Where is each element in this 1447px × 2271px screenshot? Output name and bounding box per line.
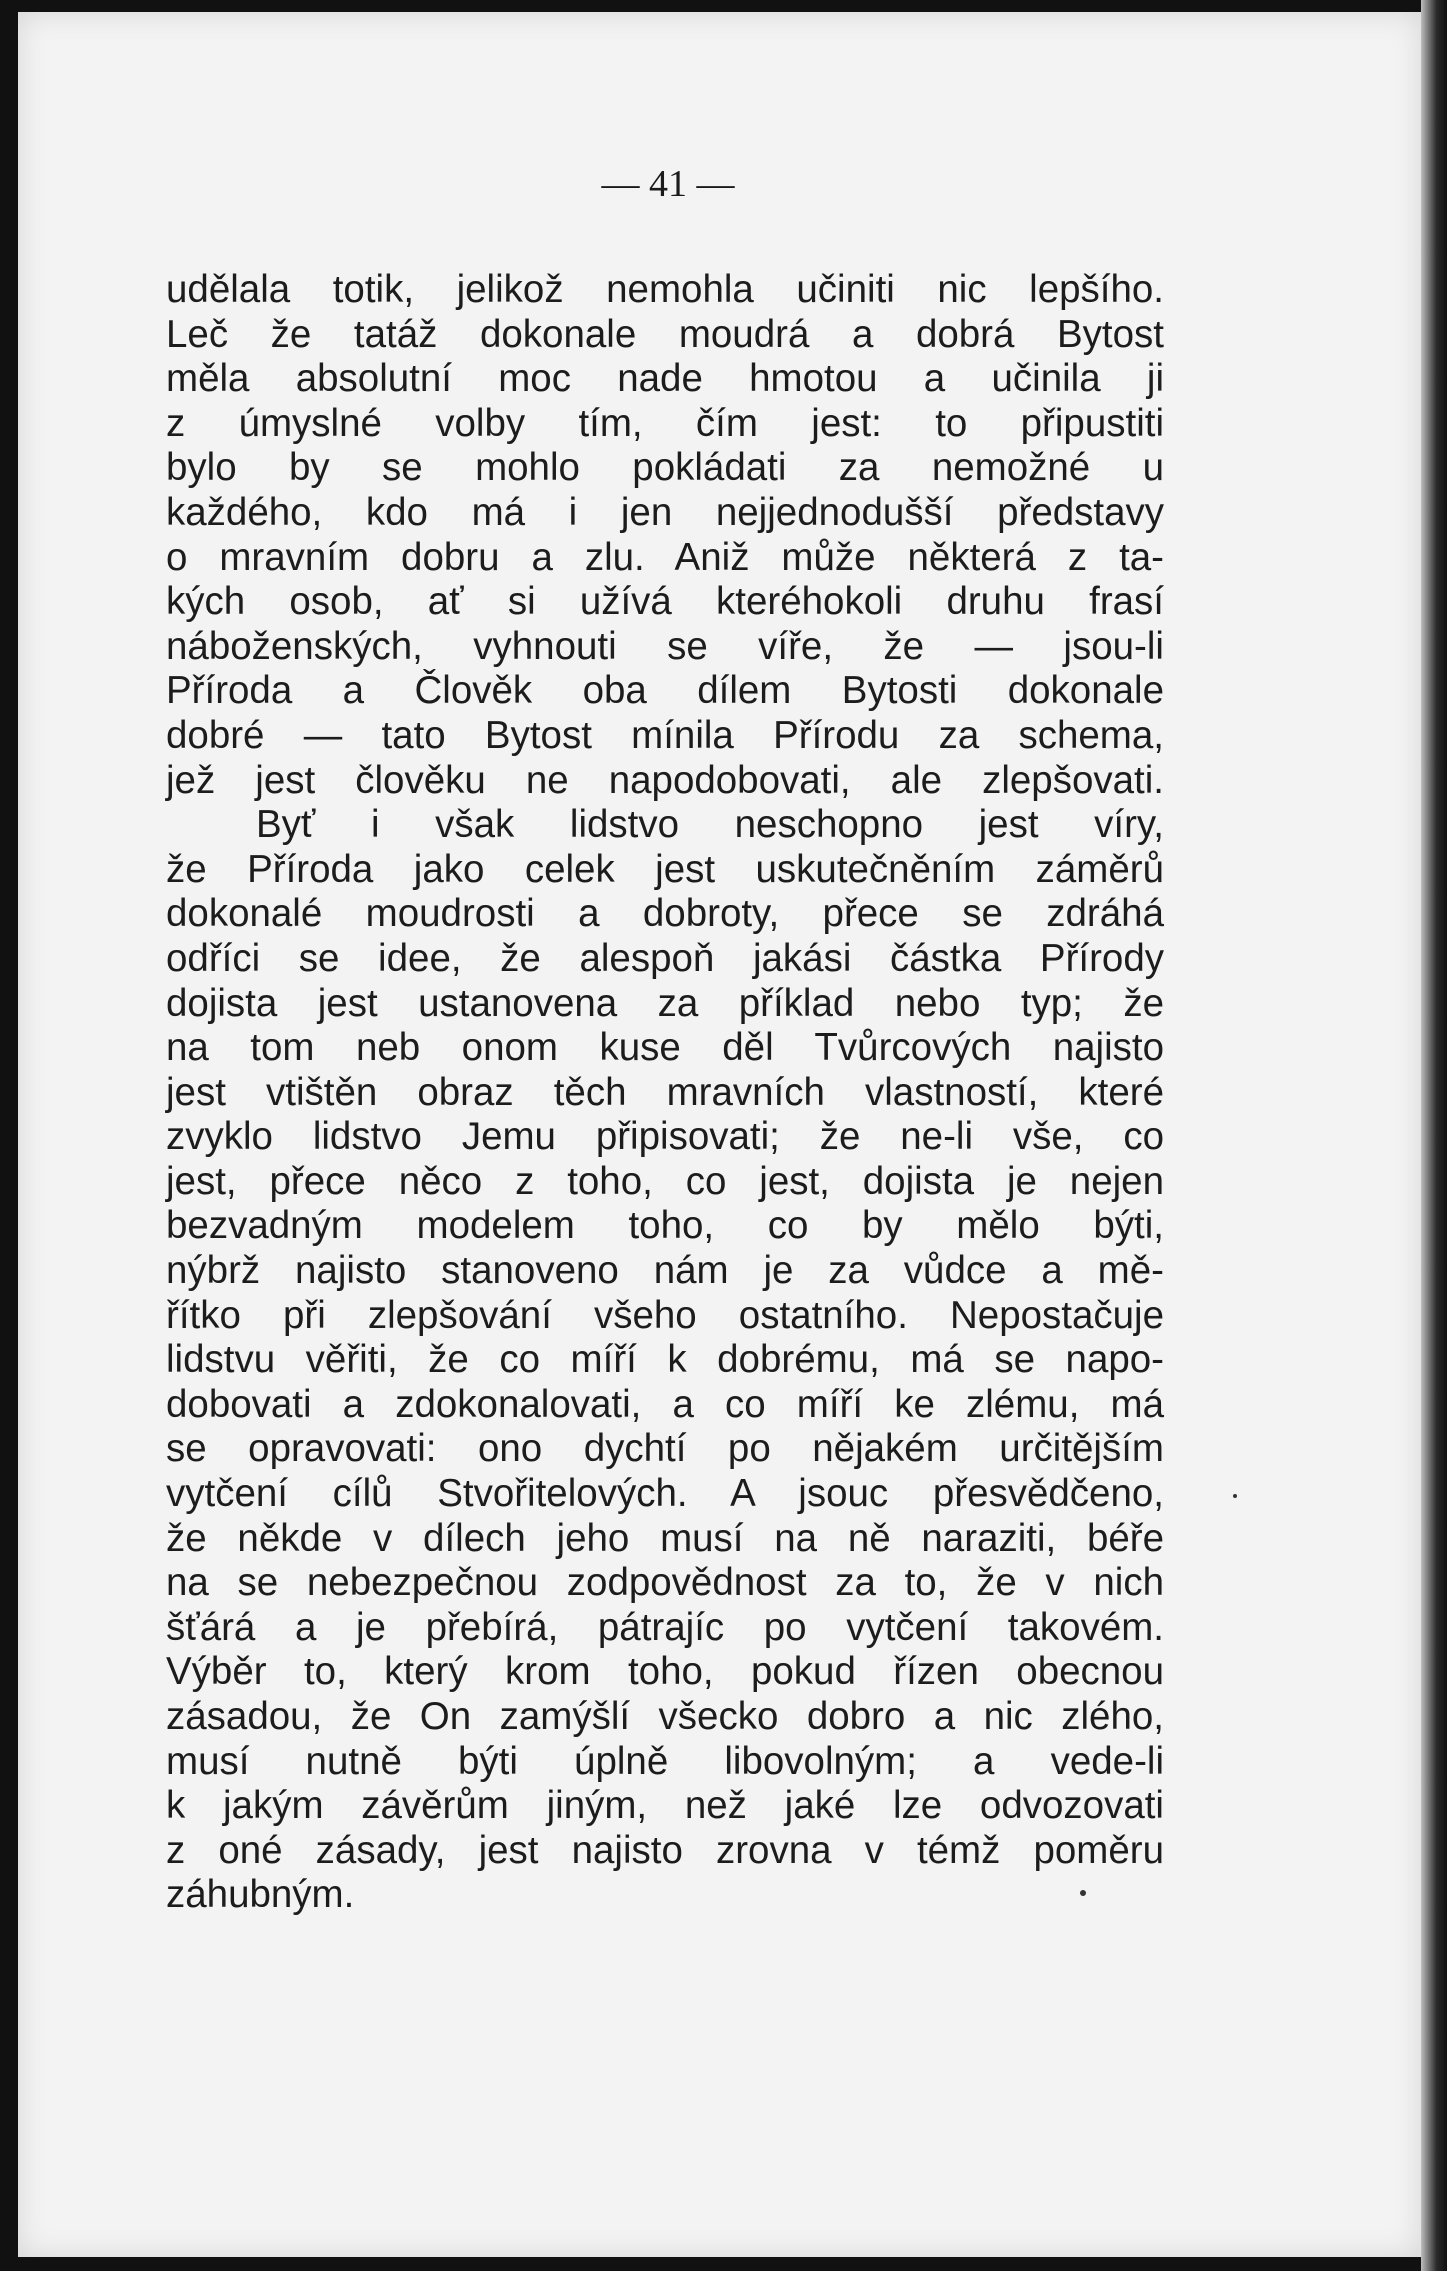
text-line: na tom neb onom kuse děl Tvůrcových najisto [166,1026,1164,1070]
text-line: jest vtištěn obraz těch mravních vlastností, které [166,1070,1164,1114]
text-line: zvyklo lidstvo Jemu připisovati; že ne-li vše, co [166,1115,1164,1159]
text-line: dobré — tato Bytost mínila Přírodu za schema, [166,713,1164,757]
text-line: nýbrž najisto stanoveno nám je za vůdce a mě- [166,1249,1164,1293]
text-line: zásadou, že On zamýšlí všecko dobro a nic zlého, [166,1695,1164,1738]
text-line: Leč že tatáž dokonale moudrá a dobrá Bytost [166,312,1164,356]
print-speck [1233,1494,1237,1498]
text-line: dokonalé moudrosti a dobroty, přece se zdráhá [166,892,1164,936]
text-line: jež jest člověku ne napodobovati, ale zlepšovati. [166,758,1164,802]
text-line: lidstvu věřiti, že co míří k dobrému, má se napo- [166,1338,1164,1382]
text-line: jest, přece něco z toho, co jest, dojista je nejen [166,1159,1164,1203]
text-line: odříci se idee, že alespoň jakási částka Přírody [166,936,1164,980]
text-line: bezvadným modelem toho, co by mělo býti, [166,1204,1164,1248]
print-speck [1080,1890,1086,1896]
text-line: měla absolutní moc nade hmotou a učinila ji [166,357,1164,401]
text-line: k jakým závěrům jiným, než jaké lze odvozovati [166,1784,1164,1828]
text-line: dobovati a zdokonalovati, a co míří ke zlému, má [166,1382,1164,1426]
text-line: řítko při zlepšování všeho ostatního. Nepostačuje [166,1293,1164,1337]
text-line: dojista jest ustanovena za příklad nebo typ; že [166,981,1164,1025]
text-line: šťárá a je přebírá, pátrajíc po vytčení takovém. [166,1605,1164,1649]
text-line: že někde v dílech jeho musí na ně naraziti, béře [166,1516,1164,1560]
text-line: kých osob, ať si užívá kteréhokoli druhu frasí [166,580,1164,624]
page-number: — 41 — [601,163,735,205]
text-line: z oné zásady, jest najisto zrovna v témž poměru [166,1828,1164,1872]
text-line: Byť i však lidstvo neschopno jest víry, [256,803,1164,847]
text-line: náboženských, vyhnouti se víře, že — jsou-li [166,624,1164,668]
text-line: vytčení cílů Stvořitelových. A jsouc přesvědčeno, [166,1472,1164,1516]
text-line: z úmyslné volby tím, čím jest: to připustiti [166,401,1164,445]
text-line: Výběr to, který krom toho, pokud řízen obecnou [166,1650,1164,1694]
text-line: se opravovati: ono dychtí po nějakém určitějším [166,1427,1164,1471]
text-line: bylo by se mohlo pokládati za nemožné u [166,446,1164,490]
text-line: Příroda a Člověk oba dílem Bytosti dokonale [166,669,1164,713]
text-line: na se nebezpečnou zodpovědnost za to, že v nich [166,1561,1164,1605]
text-line: musí nutně býti úplně libovolným; a vede-li [166,1739,1164,1783]
text-line: o mravním dobru a zlu. Aniž může některá z ta- [166,535,1164,579]
text-line: každého, kdo má i jen nejjednodušší představy [166,490,1164,534]
book-page [18,12,1421,2257]
text-line: záhubným. [166,1873,355,1917]
text-line: udělala totik, jelikož nemohla učiniti nic lepšího. [166,268,1164,311]
page-edge [1421,0,1447,2271]
body-text [166,268,1164,1918]
text-line: že Příroda jako celek jest uskutečněním záměrů [166,847,1164,891]
